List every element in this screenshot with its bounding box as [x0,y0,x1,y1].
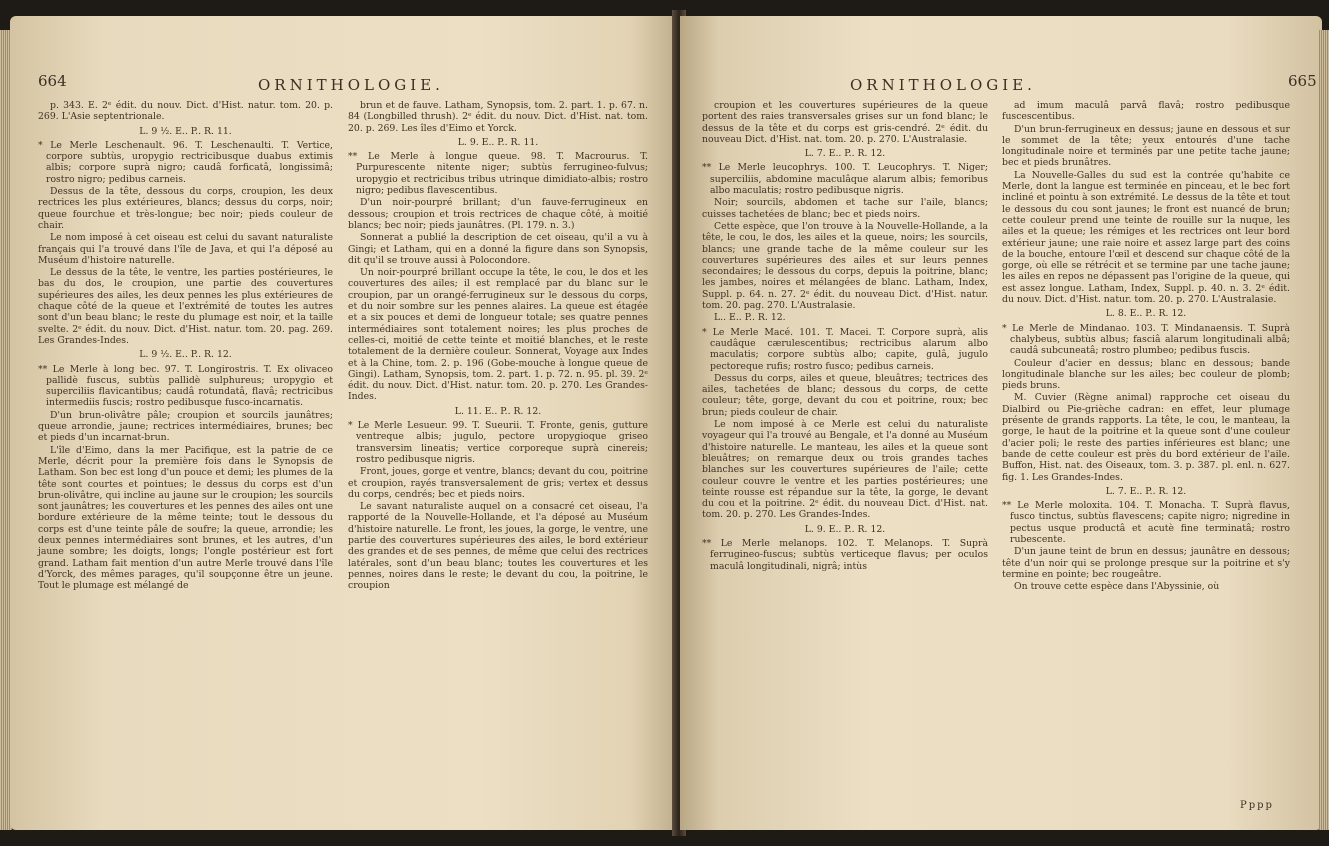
signature-mark: Pppp [1240,800,1274,811]
paragraph: L'île d'Eimo, dans la mer Pacifique, est la patrie de ce Merle, décrit pour la première fois dans le Synopsis de Latham. Son bec est long d'un pouce et demi; les plumes de la tête sont courtes et pointues; le dessus du corps est d'un brun-olivâtre, qui incline au jaune sur le croupion; les sourcils sont jaunâtres; les couvertures et les pennes des ailes ont une bordure extérieure de la même teinte; tout le dessous du corps est d'une teinte pâle de soufre; la queue, arrondie; les deux pennes intermédiaires sont brunes, et les autres, d'un jaune sombre; les doigts, longs; l'ongle postérieur est fort grand. Latham fait mention d'un autre Merle trouvé dans l'île d'Yorck, des mêmes parages, qu'il soupçonne être un jeune. Tout le plumage est mélangé de [38,444,333,592]
left-page [10,16,677,830]
left-running-head: ORNITHOLOGIE. [258,76,444,94]
paragraph: Noir; sourcils, abdomen et tache sur l'aile, blancs; cuisses tachetées de blanc; bec et pieds noirs. [702,197,988,220]
paragraph: L. 11. E.. P.. R. 12. [454,405,542,417]
right-column-1 [702,100,988,573]
paragraph: * Le Merle Lesueur. 99. T. Sueurii. T. Fronte, genis, gutture ventreque albis; jugulo, pectore uropygioque griseo transversim lineatis; vertice corporeque suprà cinereis; rostro pedibusque nigris. [348,420,648,465]
paragraph: M. Cuvier (Règne animal) rapproche cet oiseau du Dialbird ou Pie-grièche cadran: en effet, leur plumage présente de grands rapports. La tête, le cou, le manteau, la gorge, le haut de la poitrine et la queue sont d'une couleur d'acier poli; le reste des parties inférieures est blanc; une bande de cette couleur est près du bord extérieur de l'aile. Buffon, Hist. nat. des Oiseaux, tom. 3. p. 387. pl. enl. n. 627. fig. 1. Les Grandes-Indes. [1002,392,1290,483]
paragraph: croupion et les couvertures supérieures de la queue portent des raies transversales grises sur un fond blanc; le dessus de la tête et du corps est gris-cendré. 2ᵉ édit. du nouveau Dict. d'Hist. nat. tom. 20. p. 270. L'Australasie. [702,100,988,145]
paragraph: * Le Merle de Mindanao. 103. T. Mindanaensis. T. Suprà chalybeus, subtùs albus; fasciâ alarum longitudinali albâ; caudâ subcuneatâ; rostro plumbeo; pedibus fuscis. [1002,322,1290,357]
paragraph: L. 8. E.. P.. R. 12. [1105,308,1187,320]
paragraph: L. 9. E.. P.. R. 12. [804,523,886,535]
paragraph: brun et de fauve. Latham, Synopsis, tom. 2. part. 1. p. 67. n. 84 (Longbilled thrush). 2ᵉ édit. du nouv. Dict. d'Hist. nat. tom. 20. p. 269. Les îles d'Eimo et Yorck. [348,100,648,134]
paragraph: L. 7. E.. P.. R. 12. [1105,485,1187,497]
paragraph: ** Le Merle à long bec. 97. T. Longirostris. T. Ex olivaceo pallidè fuscus, subtùs pallidè sulphureus; uropygio et superciliis flavicantibus; caudâ rotundatâ, flavâ; rectricibus intermediis fuscis; rostro pedibusque fusco-incarnatis. [38,363,333,409]
right-page-edges [1319,30,1329,830]
paragraph: L.. E.. P.. R. 12. [714,312,786,324]
paragraph: ad imum maculâ parvâ flavâ; rostro pedibusque fuscescentibus. [1002,100,1290,123]
paragraph: Cette espèce, que l'on trouve à la Nouvelle-Hollande, a la tête, le cou, le dos, les ailes et la queue, noirs; les sourcils, blancs; une grande tache de la même couleur sur les couvertures supérieures des ailes et sur leurs pennes secondaires; le dessous du corps, depuis la poitrine, blanc; les jambes, noires et mélangées de blanc. Latham, Index, Suppl. p. 64. n. 27. 2ᵉ édit. du nouveau Dict. d'Hist. natur. tom. 20. pag. 270. L'Australasie. [702,220,988,312]
left-column-2 [348,100,648,592]
paragraph: L. 9. E.. P.. R. 11. [457,136,539,148]
paragraph: On trouve cette espèce dans l'Abyssinie, où [1014,581,1220,593]
paragraph: p. 343. E. 2ᵉ édit. du nouv. Dict. d'Hist. natur. tom. 20. p. 269. L'Asie septentrionale. [38,100,333,123]
paragraph: * Le Merle Macé. 101. T. Macei. T. Corpore suprà, alis caudâque cærulescentibus; rectricibus alarum albo maculatis; corpore subtùs albo; capite, gulâ, jugulo pectoreque rufis; rostro fusco; pedibus carneis. [702,326,988,372]
paragraph: ** Le Merle melanops. 102. T. Melanops. T. Suprà ferrugineo-fuscus; subtùs verticeque flavus; per oculos maculâ longitudinali, nigrâ; intùs [702,537,988,572]
paragraph: Couleur d'acier en dessus; blanc en dessous; bande longitudinale blanche sur les ailes; bec couleur de plomb; pieds bruns. [1002,357,1290,392]
paragraph: Un noir-pourpré brillant occupe la tête, le cou, le dos et les couvertures des ailes; il est remplacé par du blanc sur le croupion, par un orangé-ferrugineux sur le dessous du corps, et du noir sombre sur les pennes alaires. La queue est étagée et a six pouces et demi de longueur totale; ses quatre pennes intermédiaires sont totalement noires; les plus proches de celles-ci, moitié de cette teinte et moitié blanches, et le reste totalement de la dernière couleur. Sonnerat, Voyage aux Indes et à la Chine, tom. 2. p. 196 (Gobe-mouche à longue queue de Gingi). Latham, Synopsis, tom. 2. part. 1. p. 72. n. 95. pl. 39. 2ᵉ édit. du nouv. Dict. d'Hist. natur. tom. 20. p. 270. Les Grandes-Indes. [348,267,648,403]
right-column-2 [1002,100,1290,593]
paragraph: ** Le Merle à longue queue. 98. T. Macrourus. T. Purpurescente nitente niger; subtùs ferrugineo-fulvus; uropygio et rectricibus tribus utrinque dimidiato-albis; rostro nigro; pedibus flavescentibus. [348,151,648,197]
paragraph: Dessus du corps, ailes et queue, bleuâtres; tectrices des ailes, tachetées de blanc; dessous du corps, de cette couleur; tête, gorge, devant du cou et poitrine, roux; bec brun; pieds couleur de chair. [702,372,988,418]
paragraph: Le nom imposé à cet oiseau est celui du savant naturaliste français qui l'a trouvé dans l'île de Java, et qui l'a déposé au Muséum d'histoire naturelle. [38,232,333,266]
paragraph: D'un jaune teint de brun en dessus; jaunâtre en dessous; tête d'un noir qui se prolonge presque sur la poitrine et s'y termine en pointe; bec rougeâtre. [1002,546,1290,580]
paragraph: D'un brun-ferrugineux en dessus; jaune en dessous et sur le sommet de la tête; yeux entourés d'une tache longitudinale noire et terminés par une petite tache jaune; bec et pieds brunâtres. [1002,123,1290,169]
left-page-number: 664 [38,72,67,90]
paragraph: L. 9 ½. E.. P.. R. 12. [139,349,232,361]
paragraph: Le nom imposé à ce Merle est celui du naturaliste voyageur qui l'a trouvé au Bengale, et l'a donné au Muséum d'histoire naturelle. Le manteau, les ailes et la queue sont bleuâtres; on remarque deux ou trois grandes taches blanches sur les couvertures supérieures de l'aile; cette couleur couvre le ventre et les parties postérieures; une teinte rousse est répandue sur la tête, la gorge, le devant du cou et la poitrine. 2ᵉ édit. du nouveau Dict. d'Hist. nat. tom. 20. p. 270. Les Grandes-Indes. [702,419,988,521]
paragraph: D'un brun-olivâtre pâle; croupion et sourcils jaunâtres; queue arrondie, jaune; rectrices intermédiaires, brunes; bec et pieds d'un incarnat-brun. [38,409,333,444]
paragraph: Sonnerat a publié la description de cet oiseau, qu'il a vu à Gingi; et Latham, qui en a donné la figure dans son Synopsis, dit qu'il se trouve aussi à Polocondore. [348,232,648,266]
paragraph: D'un noir-pourpré brillant; d'un fauve-ferrugineux en dessous; croupion et trois rectrices de chaque côté, à moitié blancs; bec noir; pieds jaunâtres. (Pl. 179. n. 3.) [348,197,648,231]
right-page [680,16,1322,830]
paragraph: Le dessus de la tête, le ventre, les parties postérieures, le bas du dos, le croupion, une partie des couvertures supérieures des ailes, les deux pennes les plus extérieures de chaque côté de la queue et l'extrémité de toutes les autres sont d'un beau blanc; le reste du plumage est noir, et la taille svelte. 2ᵉ édit. du nouv. Dict. d'Hist. natur. tom. 20. pag. 269. Les Grandes-Indes. [38,267,333,346]
right-page-number: 665 [1288,72,1317,90]
left-column-1 [38,100,333,592]
paragraph: Front, joues, gorge et ventre, blancs; devant du cou, poitrine et croupion, rayés transversalement de gris; vertex et dessus du corps, cendrés; bec et pieds noirs. [348,466,648,500]
paragraph: ** Le Merle moloxita. 104. T. Monacha. T. Suprà flavus, fusco tinctus, subtùs flavescens; capite nigro; nigredine in pectus usque productâ et acutè fine terminatâ; rostro rubescente. [1002,500,1290,545]
paragraph: L. 7. E.. P.. R. 12. [804,148,886,160]
paragraph: ** Le Merle leucophrys. 100. T. Leucophrys. T. Niger; superciliis, abdomine maculâque alarum albis; femoribus albo maculatis; rostro pedibusque nigris. [702,162,988,197]
right-running-head: ORNITHOLOGIE. [850,76,1036,94]
paragraph: Le savant naturaliste auquel on a consacré cet oiseau, l'a rapporté de la Nouvelle-Hollande, et l'a déposé au Muséum d'histoire naturelle. Le front, les joues, la gorge, le ventre, une partie des couvertures supérieures des ailes, le bord extérieur des grandes et de ses pennes, de même que celui des rectrices latérales, sont d'un beau blanc; toutes les couvertures et les pennes, noires dans le reste; le devant du cou, la poitrine, le croupion [348,501,648,592]
paragraph: La Nouvelle-Galles du sud est la contrée qu'habite ce Merle, dont la langue est terminée en pinceau, et le bec fort incliné et pointu à son extrémité. Le dessus de la tête et tout le dessous du cou sont jaunes; le front est nuancé de brun; cette couleur prend une teinte de rouille sur la nuque, les ailes et la queue; les rémiges et les rectrices ont leur bord extérieur jaune; une raie noire et assez large part des coins de la bouche, entoure l'œil et descend sur chaque côté de la gorge, où elle se rétrécit et se termine par une tache jaune; les ailes en repos ne dépassent pas l'origine de la queue, qui est assez longue. Latham, Index, Suppl. p. 40. n. 3. 2ᵉ édit. du nouv. Dict. d'Hist. natur. tom. 20. p. 270. L'Australasie. [1002,169,1290,306]
paragraph: Dessus de la tête, dessous du corps, croupion, les deux rectrices les plus extérieures, blancs; dessus du corps, noir; queue fourchue et très-longue; bec noir; pieds couleur de chair. [38,186,333,231]
paragraph: L. 9 ½. E.. P.. R. 11. [139,125,232,137]
paragraph: * Le Merle Leschenault. 96. T. Leschenaulti. T. Vertice, corpore subtùs, uropygio rectricibusque duabus extimis albis; corpore suprà nigro; caudâ forficatâ, longissimâ; rostro nigro; pedibus carneis. [38,139,333,185]
